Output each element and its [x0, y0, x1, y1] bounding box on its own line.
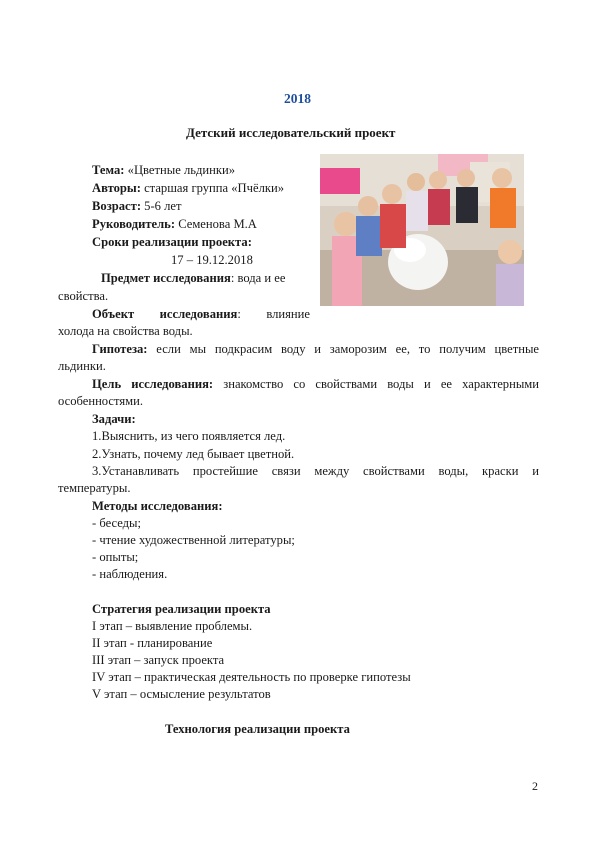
task-item-cont: температуры. — [58, 481, 131, 495]
method-item: - чтение художественной литературы; — [92, 533, 295, 547]
goal-label: Цель исследования: — [92, 377, 214, 391]
terms-value: 17 – 19.12.2018 — [171, 253, 253, 267]
authors-value: старшая группа «Пчёлки» — [140, 181, 285, 195]
year-heading: 2018 — [284, 91, 311, 106]
subject-value-cont: свойства. — [58, 289, 109, 303]
theme-value: «Цветные льдинки» — [124, 163, 236, 177]
document-title: Детский исследовательский проект — [186, 125, 396, 140]
age-value: 5-6 лет — [141, 199, 182, 213]
task-item: 1.Выяснить, из чего появляется лед. — [92, 429, 286, 443]
hypothesis-line — [92, 341, 539, 358]
goal-text-cont: особенностями. — [58, 394, 143, 408]
theme-label: Тема: — [92, 163, 125, 177]
goal-text: знакомство со свойствами воды и ее характерными — [213, 377, 539, 391]
age-label: Возраст: — [92, 199, 142, 213]
leader-value: Семенова М.А — [175, 217, 257, 231]
object-value-cont: холода на свойства воды. — [58, 324, 193, 338]
leader-label: Руководитель: — [92, 217, 176, 231]
task-item: 2.Узнать, почему лед бывает цветной. — [92, 447, 295, 461]
subject-value: : вода и ее — [230, 271, 286, 285]
strategy-stage: II этап - планирование — [92, 636, 213, 650]
authors-label: Авторы: — [92, 181, 141, 195]
object-line — [92, 306, 310, 323]
technology-heading: Технология реализации проекта — [165, 722, 350, 736]
page-number: 2 — [532, 779, 538, 793]
method-item: - наблюдения. — [92, 567, 168, 581]
method-item: - беседы; — [92, 516, 142, 530]
task-item: 3.Устанавливать простейшие связи между свойствами воды, краски и — [92, 464, 539, 478]
strategy-stage: V этап – осмысление результатов — [92, 687, 271, 701]
strategy-stage: I этап – выявление проблемы. — [92, 619, 253, 633]
hypothesis-label: Гипотеза: — [92, 342, 148, 356]
authors-line — [92, 180, 284, 197]
theme-line — [92, 162, 235, 179]
children-photo — [320, 154, 524, 306]
methods-heading: Методы исследования: — [92, 499, 223, 513]
subject-line — [101, 270, 285, 287]
object-value: влияние — [266, 307, 310, 321]
age-line — [92, 198, 182, 215]
object-label: Объект исследования — [92, 307, 238, 321]
method-item: - опыты; — [92, 550, 139, 564]
strategy-heading: Стратегия реализации проекта — [92, 602, 271, 616]
tasks-heading: Задачи: — [92, 412, 136, 426]
terms-label: Сроки реализации проекта: — [92, 235, 252, 249]
object-colon: : — [237, 307, 241, 321]
subject-label: Предмет исследования — [101, 271, 231, 285]
strategy-stage: IV этап – практическая деятельность по проверке гипотезы — [92, 670, 411, 684]
strategy-stage: III этап – запуск проекта — [92, 653, 225, 667]
leader-line — [92, 216, 257, 233]
hypothesis-text: если мы подкрасим воду и заморозим ее, то получим цветные — [147, 342, 539, 356]
hypothesis-text-cont: льдинки. — [58, 359, 106, 373]
goal-line — [92, 376, 539, 393]
